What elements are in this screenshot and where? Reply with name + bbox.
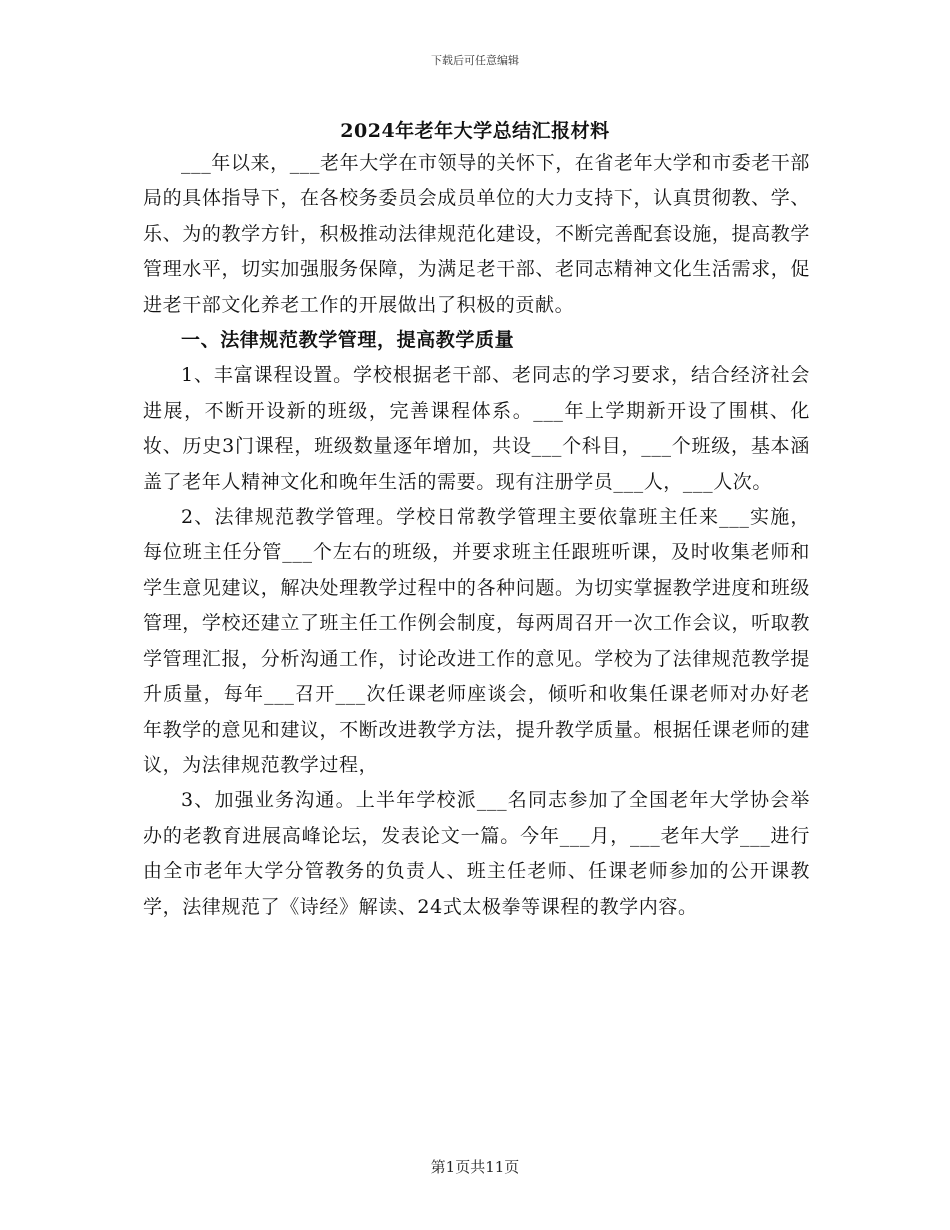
intro-paragraph: ___年以来，___老年大学在市领导的关怀下，在省老年大学和市委老干部局的具体指导下，在各校务委员会成员单位的大力支持下，认真贯彻教、学、乐、为的教学方针，积极推动法律规范化建设，不断完善配套设施，提高教学管理水平，切实加强服务保障，为满足老干部、老同志精神文化生活需求，促进老干部文化养老工作的开展做出了积极的贡献。	[143, 152, 811, 316]
paragraph-course-setup: 1、丰富课程设置。学校根据老干部、老同志的学习要求，结合经济社会进展，不断开设新的班级，完善课程体系。___年上学期新开设了围棋、化妆、历史3门课程，班级数量逐年增加，共设___个科目，___个班级，基本涵盖了老年人精神文化和晚年生活的需要。现有注册学员___人，___人次。	[143, 364, 810, 493]
page-footer: 第1页共11页	[430, 1158, 520, 1176]
paragraph-business-communication: 3、加强业务沟通。上半年学校派___名同志参加了全国老年大学协会举办的老教育进展高峰论坛，发表论文一篇。今年___月，___老年大学___进行由全市老年大学分管教务的负责人、班主任老师、任课老师参加的公开课教学，法律规范了《诗经》解读、24式太极拳等课程的教学内容。	[143, 789, 810, 918]
section-heading: 一、法律规范教学管理，提高教学质量	[181, 329, 515, 352]
page-header: 下载后可任意编辑	[431, 54, 519, 67]
document-title: 2024年老年大学总结汇报材料	[340, 120, 610, 142]
document-body	[143, 146, 810, 925]
paragraph-teaching-management: 2、法律规范教学管理。学校日常教学管理主要依靠班主任来___实施，每位班主任分管___个左右的班级，并要求班主任跟班听课，及时收集老师和学生意见建议，解决处理教学过程中的各种问题。为切实掌握教学进度和班级管理，学校还建立了班主任工作例会制度，每两周召开一次工作会议，听取教学管理汇报，分析沟通工作，讨论改进工作的意见。学校为了法律规范教学提升质量，每年___召开___次任课老师座谈会，倾听和收集任课老师对办好老年教学的意见和建议，不断改进教学方法，提升教学质量。根据任课老师的建议，为法律规范教学过程，	[143, 506, 810, 776]
